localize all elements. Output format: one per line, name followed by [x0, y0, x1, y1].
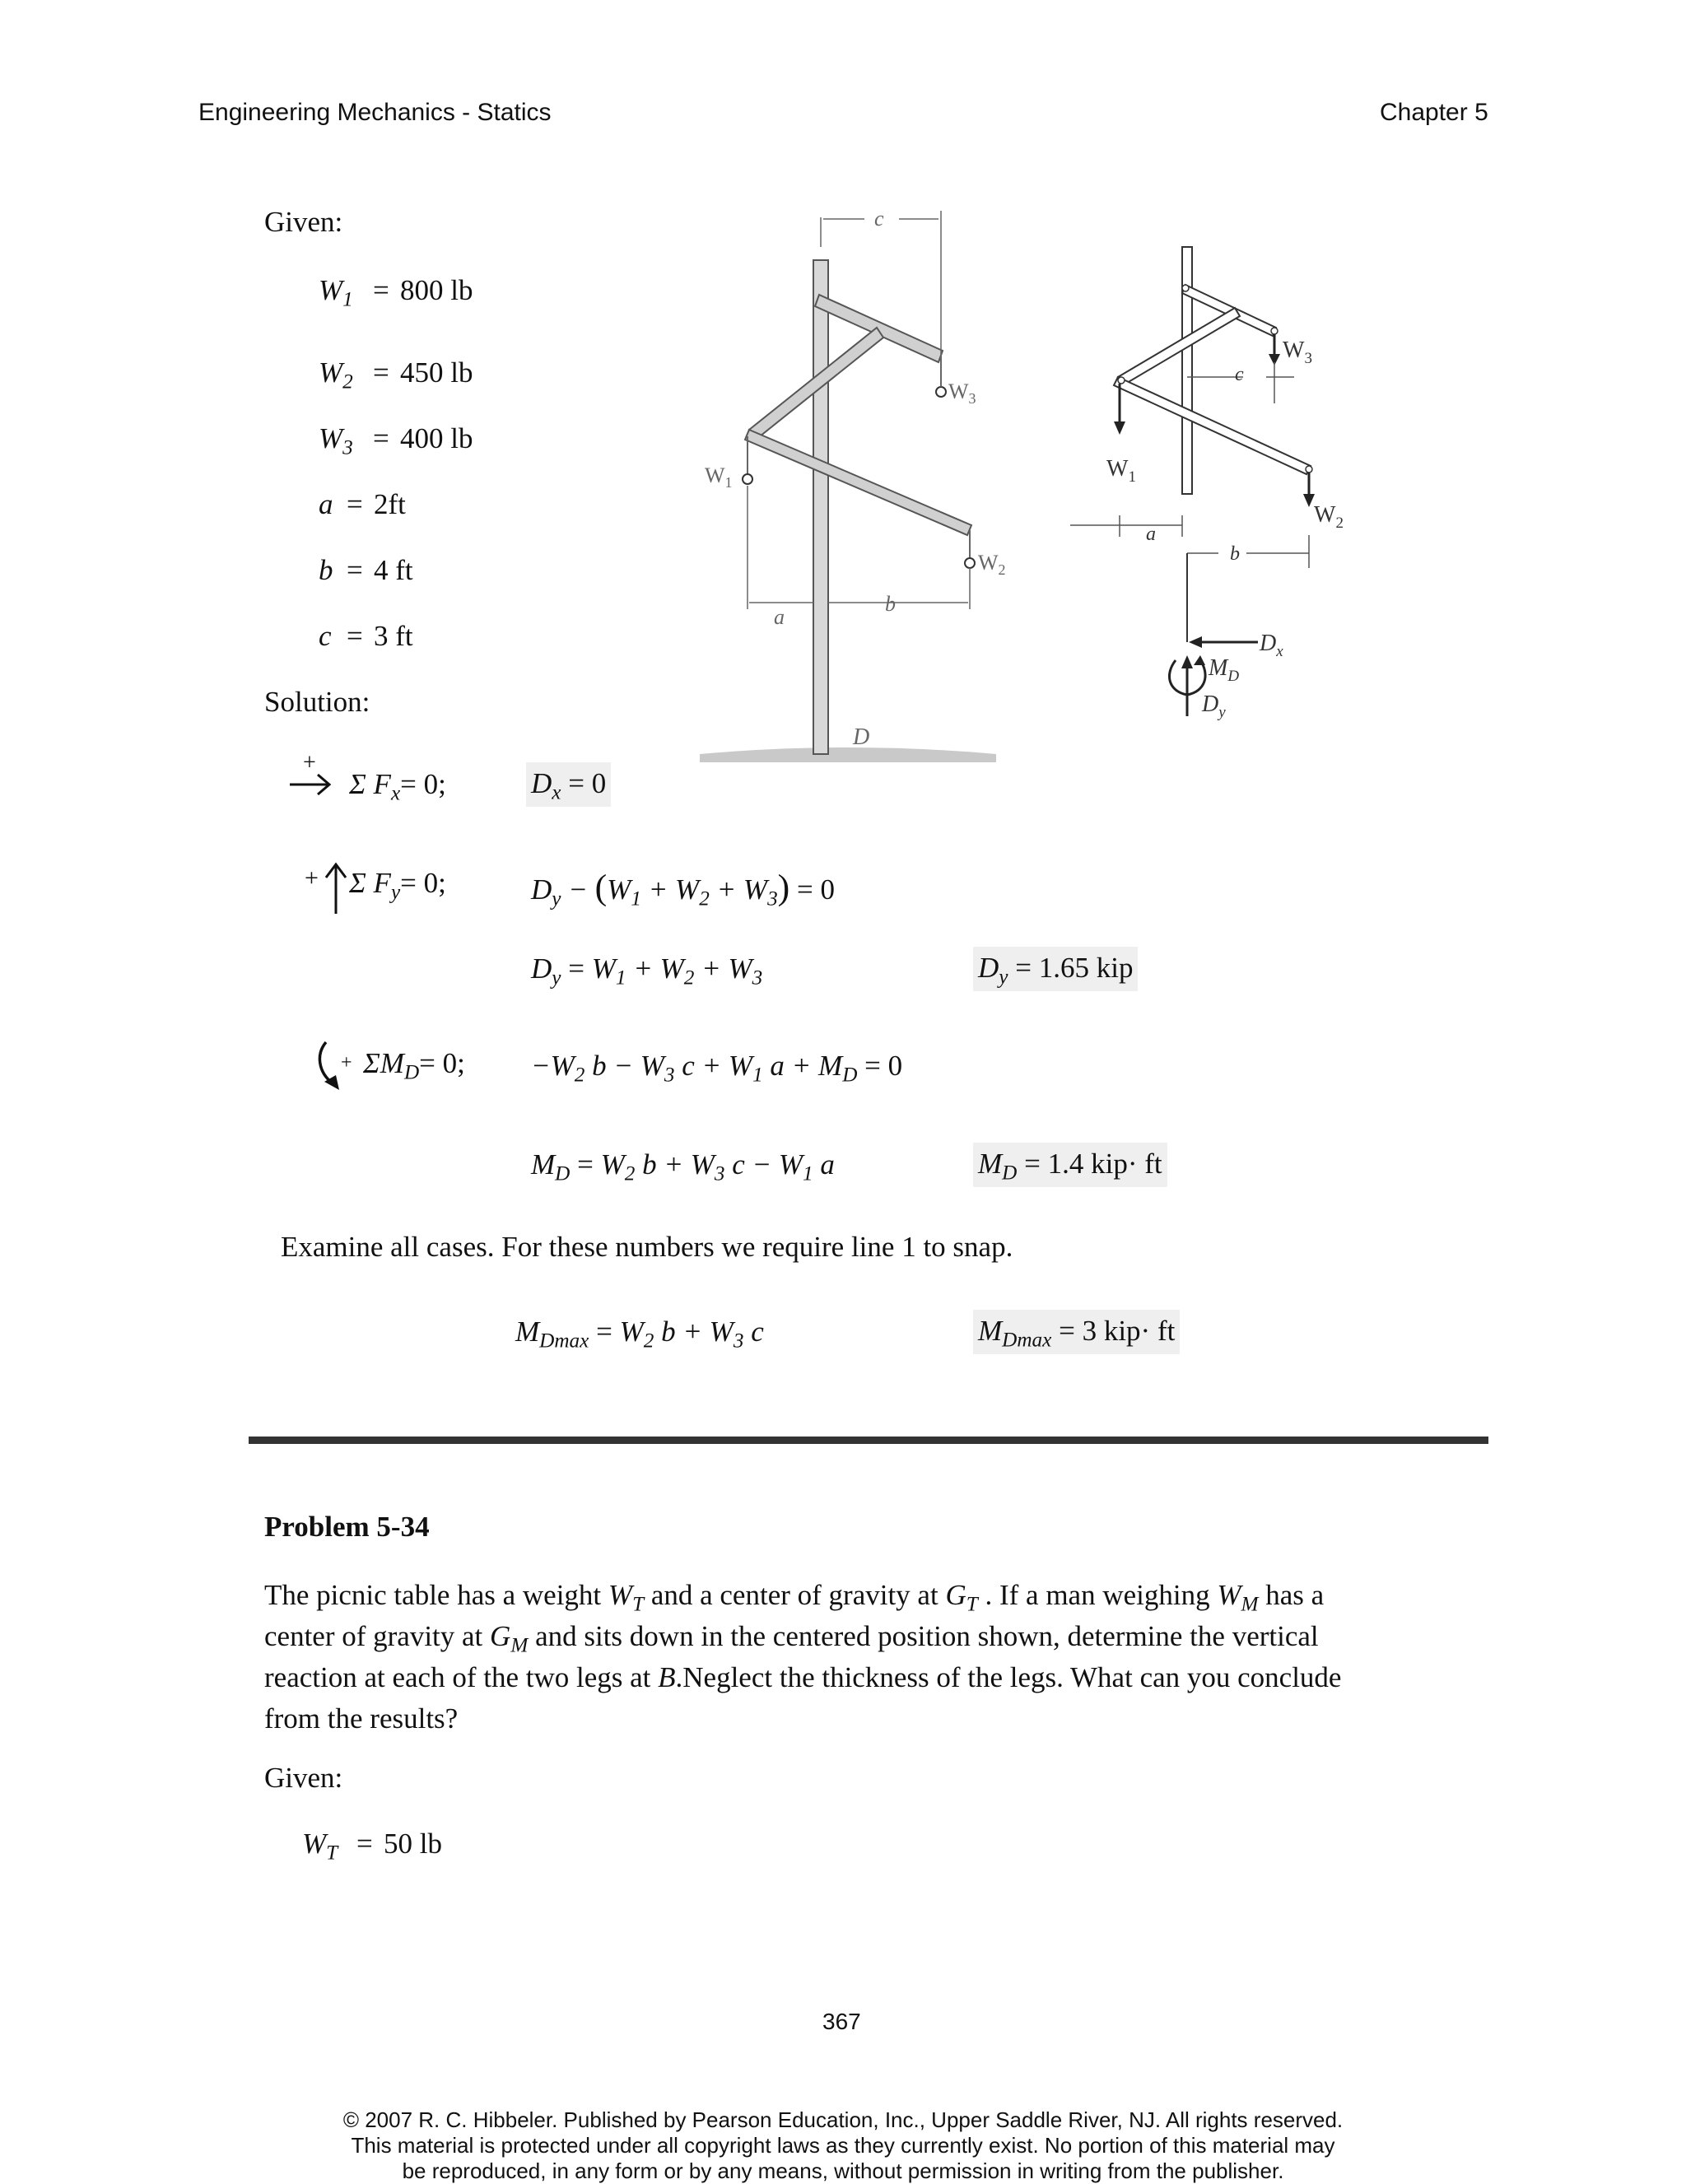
running-header-right: Chapter 5	[1380, 99, 1488, 126]
svg-text:W1: $W_1$	[1106, 456, 1136, 486]
given-c: c	[319, 620, 332, 652]
given-b: b	[319, 554, 333, 586]
mdmax-result: $M_{Dmax} = 3$ kip· ft	[973, 1310, 1180, 1354]
ground-shading	[700, 747, 996, 762]
given-a-value: 2ft	[374, 488, 406, 520]
copyright-line-3: be reproduced, in any form or by any means, without permission in writing from the publisher.	[402, 2158, 1284, 2183]
section-divider	[249, 1437, 1488, 1444]
solution-label: Solution:	[264, 686, 370, 718]
copyright-line-2: This material is protected under all copyright laws as they currently exist. No portion of this material may	[351, 2133, 1335, 2158]
moment-arrow-icon	[314, 1039, 354, 1102]
given-w2-eq: =	[373, 356, 389, 389]
free-body-diagram	[1070, 239, 1350, 737]
svg-text:W2: $W_2$	[1314, 502, 1344, 532]
given-w1: $W_1$	[319, 274, 353, 311]
svg-text:W3: $W_3$	[1283, 338, 1312, 367]
svg-text:+: +	[305, 864, 319, 892]
svg-text:Dy: $D_y$	[1202, 692, 1226, 721]
given-w1-value: 800 lb	[400, 274, 473, 306]
svg-text:W1: $W_1$	[705, 463, 733, 491]
given-w2-value: 450 lb	[400, 356, 473, 389]
upper-arm	[815, 295, 943, 362]
copyright-line-1: © 2007 R. C. Hibbeler. Published by Pearson Education, Inc., Upper Saddle River, NJ. All rights reserved.	[342, 2107, 1344, 2132]
lower-arm	[745, 430, 971, 535]
pole	[813, 260, 828, 754]
svg-text:Dx: $D_x$	[1260, 631, 1283, 660]
given2-eq: =	[356, 1828, 373, 1860]
given-w3-eq: =	[373, 422, 389, 454]
svg-text:a: a	[774, 605, 785, 629]
fy-equation-line2: $D_y = W_1 + W_2 + W_3$	[531, 952, 763, 990]
given2-label: Given:	[264, 1762, 343, 1794]
svg-text:D: D	[853, 724, 870, 750]
given-a: a	[319, 488, 333, 520]
pole-figure	[692, 198, 1004, 778]
svg-text:+: +	[303, 750, 316, 775]
given-label: Given:	[264, 206, 343, 238]
svg-text:c: c	[874, 207, 884, 231]
svg-text:W2: $W_2$	[978, 551, 1006, 578]
given-w1-eq: =	[373, 274, 389, 306]
given2-value: 50 lb	[384, 1828, 442, 1860]
fy-equation-line1: $D_y - (W_1 + W_2 + W_3) = 0$	[531, 868, 835, 910]
svg-text:c: c	[1235, 364, 1244, 385]
dx-result: $D_x = 0$	[526, 762, 611, 807]
dy-result: $D_y = 1.65$ kip	[973, 947, 1138, 991]
problem-statement: The picnic table has a weight $W_T$ and a center of gravity at $G_T$ . If a man weighing $W_M$ has a center of gravity at $G_M$ and sits down in the centered position shown, determine the vertical reaction at each of the two legs at B.Neglect the thickness of the legs. What can you conclude from the results?	[264, 1579, 1342, 1735]
given-c-value: 3 ft	[374, 620, 413, 652]
md-equation-line1: $-W_2$ $b - W_3$ $c + W_1$ $a + M_D = 0$	[531, 1050, 903, 1087]
given-b-eq: =	[347, 554, 363, 586]
fbd-pole	[1182, 247, 1192, 494]
given-w3: $W_3$	[319, 422, 353, 459]
svg-text:MD: $M_D$	[1209, 655, 1240, 685]
given-w2: $W_2$	[319, 356, 353, 393]
given-b-value: 4 ft	[374, 554, 413, 586]
sum-fx-equation: Σ $F_x= 0$;	[349, 768, 446, 805]
given-w3-value: 400 lb	[400, 422, 473, 454]
given-c-eq: =	[347, 620, 363, 652]
svg-text:a: a	[1146, 524, 1156, 545]
page-number: 367	[822, 2009, 861, 2034]
examine-text: Examine all cases. For these numbers we require line 1 to snap.	[281, 1231, 1013, 1263]
running-header-left: Engineering Mechanics - Statics	[198, 99, 552, 126]
mdmax-equation: $M_{Dmax} = W_2$ $b + W_3$ c	[515, 1316, 764, 1353]
md-equation-line2: $M_D = W_2$ $b + W_3$ $c - W_1$ a	[531, 1148, 835, 1185]
problem-title: Problem 5-34	[264, 1511, 430, 1543]
md-result: $M_D = 1.4$ kip· ft	[973, 1143, 1167, 1187]
given2-wt: $W_T$	[302, 1828, 338, 1865]
up-arrow-icon	[303, 856, 352, 920]
svg-text:b: b	[1230, 543, 1240, 565]
sum-md-equation: $\Sigma M_D= 0$;	[363, 1047, 465, 1084]
svg-text:W3: $W_3$	[948, 380, 976, 407]
svg-text:+: +	[341, 1052, 352, 1073]
right-arrow-icon	[286, 750, 336, 807]
sum-fy-equation: Σ $F_y= 0$;	[349, 867, 446, 904]
svg-text:b: b	[885, 592, 896, 616]
given-a-eq: =	[347, 488, 363, 520]
